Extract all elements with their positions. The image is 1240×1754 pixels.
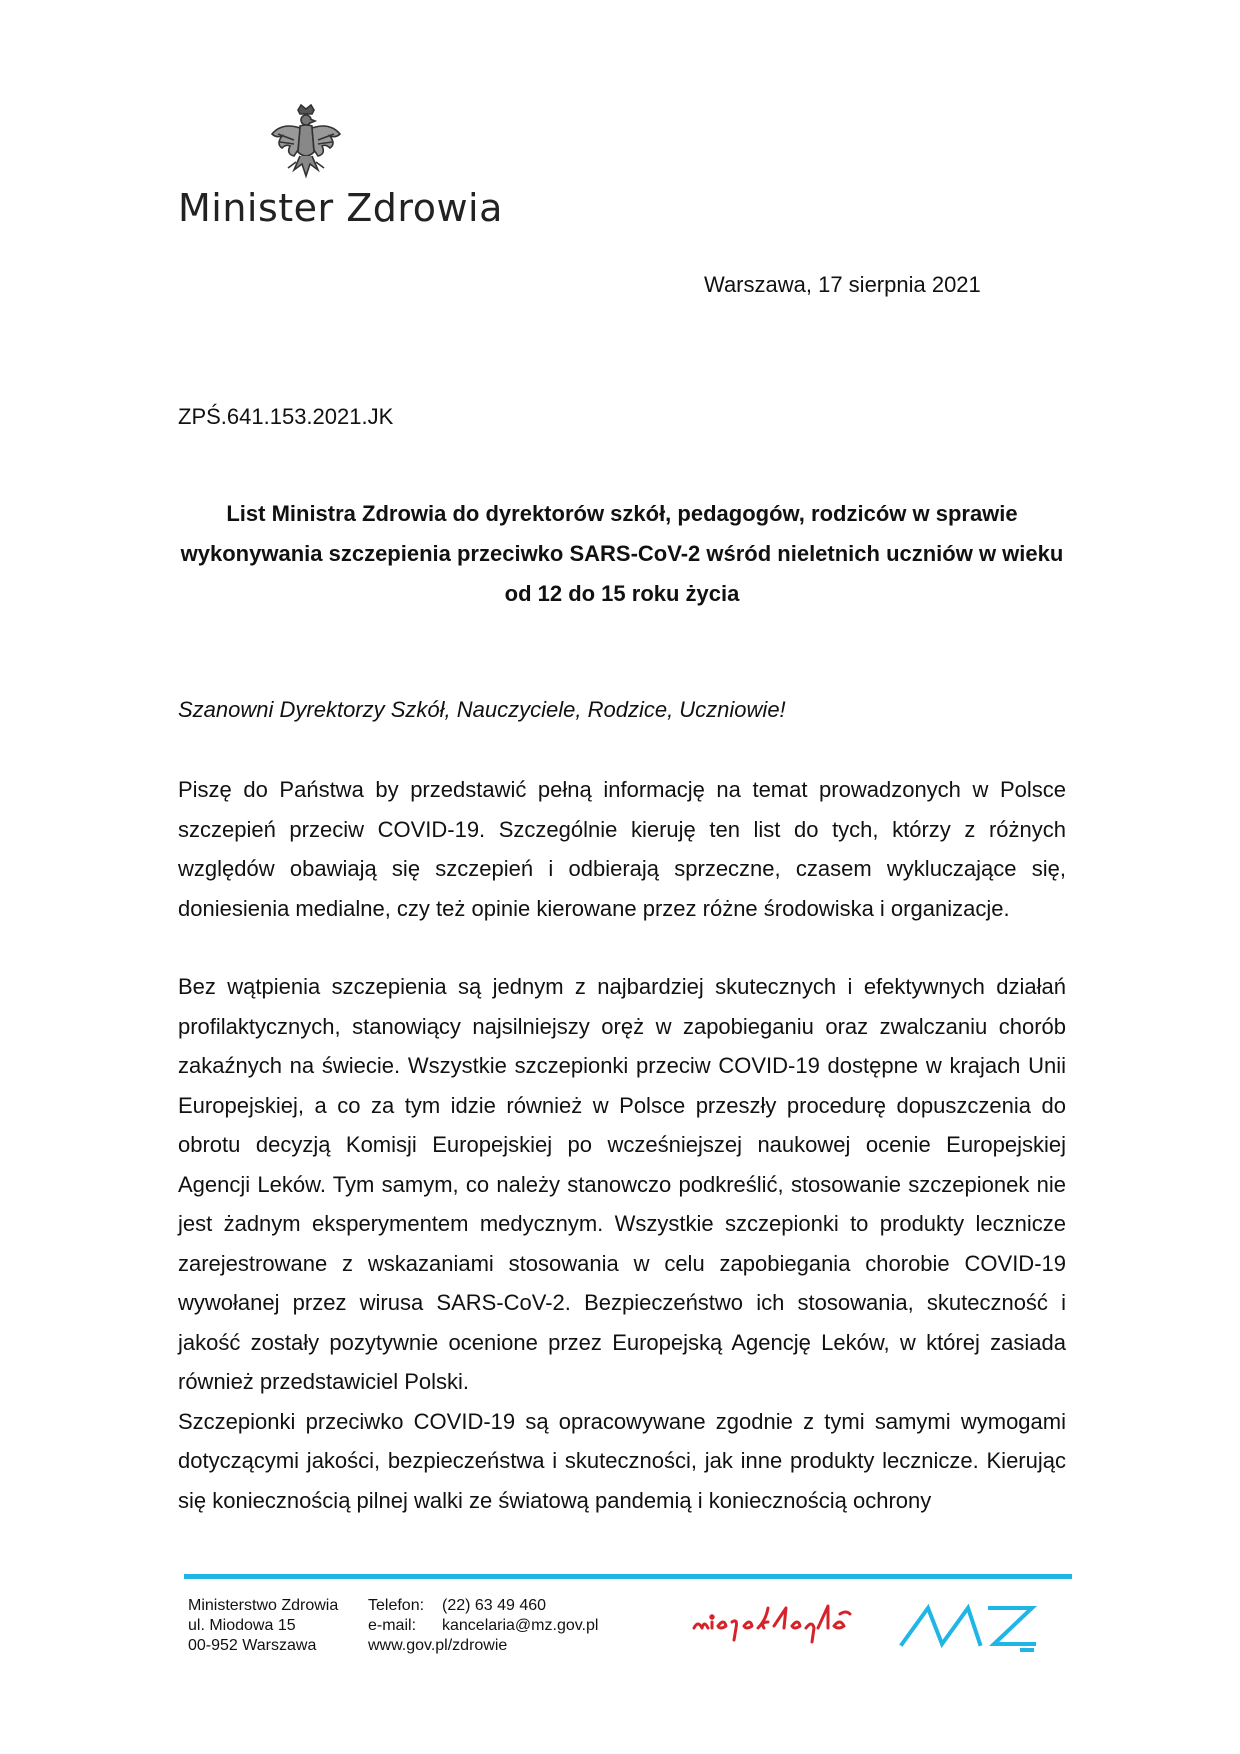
paragraph: Piszę do Państwa by przedstawić pełną informację na temat prowadzonych w Polsce szczepień przeciw COVID-19. Szczególnie kieruję ten list do tych, którzy z różnych względów obawiają się szczepień i odbierają sprzeczne, czasem wykluczające się, doniesienia medialne, czy też opinie kierowane przez różne środowiska i organizacje. (178, 777, 1066, 921)
footer-address (188, 1596, 338, 1656)
contact-row (368, 1616, 598, 1636)
niepodlegla-logo-icon (690, 1598, 860, 1646)
contact-value: kancelaria@mz.gov.pl (442, 1617, 599, 1634)
address-line: 00-952 Warszawa (188, 1637, 317, 1654)
contact-row (368, 1636, 598, 1656)
polish-eagle-emblem-icon (268, 104, 344, 188)
contact-label: e-mail: (368, 1617, 417, 1634)
footer-divider (184, 1574, 1072, 1579)
reference-number: ZPŚ.641.153.2021.JK (178, 404, 394, 429)
address-line: ul. Miodowa 15 (188, 1617, 296, 1634)
contact-row (368, 1596, 598, 1616)
contact-label: Telefon: (368, 1597, 425, 1614)
paragraph: Bez wątpienia szczepienia są jednym z najbardziej skutecznych i efektywnych działań profilaktycznych, stanowiący najsilniejszy oręż w zapobieganiu oraz zwalczaniu chorób zakaźnych na świecie. Wszystkie szczepionki przeciw COVID-19 dostępne w krajach Unii Europejskiej, a co za tym idzie również w Polsce przeszły procedurę dopuszczenia do obrotu decyzją Komisji Europejskiej po wcześniejszej naukowej ocenie Europejskiej Agencji Leków. Tym samym, co należy stanowczo podkreślić, stosowanie szczepionek nie jest żadnym eksperymentem medycznym. Wszystkie szczepionki to produkty lecznicze zarejestrowane z wskazaniami stosowania w celu zapobiegania chorobie COVID-19 wywołanej przez wirusa SARS-CoV-2. Bezpieczeństwo ich stosowania, skuteczność i jakość zostały pozytywnie ocenione przez Europejską Agencję Leków, w której zasiada również przedstawiciel Polski. (178, 974, 1066, 1394)
footer-contact (368, 1596, 598, 1656)
contact-value: www.gov.pl/zdrowie (368, 1637, 508, 1654)
salutation: Szanowni Dyrektorzy Szkół, Nauczyciele, Rodzice, Uczniowie! (178, 697, 786, 722)
paragraph: Szczepionki przeciwko COVID-19 są opracowywane zgodnie z tymi samymi wymogami dotyczącymi jakości, bezpieczeństwa i skuteczności, jak inne produkty lecznicze. Kierując się koniecznością pilnej walki ze światową pandemią i koniecznością ochrony (178, 1408, 1066, 1513)
contact-value: (22) 63 49 460 (442, 1597, 547, 1614)
letter-body (178, 770, 1066, 1520)
mz-logo-icon (898, 1600, 1052, 1656)
address-line: Ministerstwo Zdrowia (188, 1597, 339, 1614)
letter-title: List Ministra Zdrowia do dyrektorów szkół, pedagogów, rodziców w sprawie wykonywania szczepienia przeciwko SARS-CoV-2 wśród nieletnich uczniów w wieku od 12 do 15 roku życia (180, 501, 1064, 606)
logo-title: Minister Zdrowia (178, 186, 503, 230)
letter-date: Warszawa, 17 sierpnia 2021 (704, 272, 981, 297)
